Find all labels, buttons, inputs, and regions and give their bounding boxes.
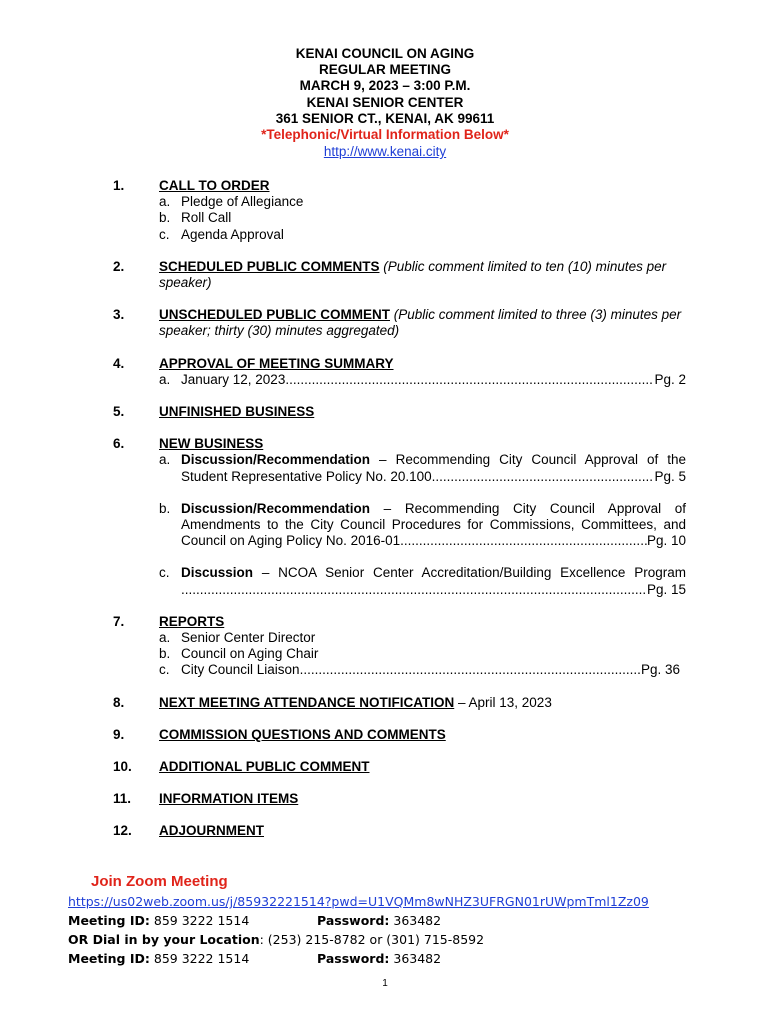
agenda-item-unscheduled-comment [0, 307, 770, 339]
item-note: (Public comment limited to ten (10) minutes per speaker) [159, 258, 667, 291]
item-number: 8. [113, 694, 125, 710]
item-number: 1. [113, 178, 125, 193]
sub-item: b. Discussion/Recommendation – Recommending City Council Approval of Amendments to the City Council Procedures for Commissions, Committees, and Council on Aging Policy No. 2016-01 ..... Pg. 10 [159, 501, 686, 550]
item-title: REPORTS [159, 613, 225, 629]
item-note: (Public comment limited to three (3) minutes per speaker; thirty (30) minutes aggregated) [159, 307, 682, 339]
agenda-item-approval-summary [0, 356, 770, 388]
agenda-item-call-to-order [0, 178, 770, 243]
agenda-item-scheduled-comments [0, 259, 770, 291]
next-meeting-date: – April 13, 2023 [454, 694, 552, 710]
item-title: NEW BUSINESS [159, 436, 264, 452]
virtual-note: *Telephonic/Virtual Information Below* [261, 127, 509, 143]
password-label: Password: [317, 913, 390, 928]
item-number: 2. [113, 258, 125, 274]
sub-item: a. Senior Center Director [159, 630, 316, 646]
item-number: 12. [113, 823, 132, 839]
zoom-link[interactable]: https://us02web.zoom.us/j/85932221514?pwd=U1VQMm8wNHZ3UFRGN01rUWpmTml1Zz09 [68, 894, 649, 909]
meeting-credentials-row [68, 911, 770, 930]
agenda-item-next-meeting [0, 695, 770, 711]
page-ref: Pg. 5 [654, 468, 686, 484]
org-name: KENAI COUNCIL ON AGING [295, 46, 475, 61]
item-title: CALL TO ORDER [159, 178, 270, 193]
password: 363482 [389, 951, 442, 966]
page-ref: Pg. 2 [654, 371, 686, 387]
item-title: ADJOURNMENT [159, 823, 265, 839]
item-number: 7. [113, 613, 125, 629]
meeting-id-label: Meeting ID: [68, 913, 150, 928]
dial-label: OR Dial in by your Location [68, 932, 260, 947]
meeting-venue: KENAI SENIOR CENTER [306, 94, 464, 110]
sub-item: a. Pledge of Allegiance [159, 194, 304, 210]
meeting-id: 859 3222 1514 [149, 913, 250, 928]
agenda-item-reports [0, 614, 770, 679]
zoom-title: Join Zoom Meeting [91, 873, 228, 890]
sub-item: b. Roll Call [159, 210, 232, 226]
item-title: ADDITIONAL PUBLIC COMMENT [159, 759, 370, 775]
agenda-item-new-business [0, 436, 770, 598]
sub-item: c. Agenda Approval [159, 226, 284, 242]
item-number: 4. [113, 355, 125, 371]
agenda-item-additional-comment [0, 759, 770, 775]
meeting-header [0, 46, 770, 161]
dial-numbers: : (253) 215-8782 or (301) 715-8592 [259, 932, 485, 947]
page-ref: Pg. 15 [646, 581, 686, 597]
item-title: COMMISSION QUESTIONS AND COMMENTS [159, 726, 446, 742]
sub-item: b. Council on Aging Chair [159, 646, 319, 662]
dial-in-row [68, 930, 770, 949]
item-title: SCHEDULED PUBLIC COMMENTS [159, 258, 380, 274]
meeting-address: 361 SENIOR CT., KENAI, AK 99611 [275, 110, 495, 126]
sub-item: c. Discussion – NCOA Senior Center Accreditation/Building Excellence Program ..... Pg. 15 [159, 565, 686, 597]
item-number: 6. [113, 436, 125, 452]
page-number: 1 [382, 978, 388, 989]
item-number: 10. [113, 759, 132, 775]
agenda-item-information-items [0, 791, 770, 807]
item-title: NEXT MEETING ATTENDANCE NOTIFICATION [159, 694, 455, 710]
meeting-datetime: MARCH 9, 2023 – 3:00 P.M. [299, 78, 471, 94]
zoom-info [0, 872, 770, 968]
item-number: 11. [113, 791, 132, 807]
item-number: 9. [113, 726, 125, 742]
password: 363482 [389, 913, 442, 928]
item-number: 5. [113, 404, 125, 420]
page-ref: Pg. 10 [646, 533, 686, 549]
meeting-credentials-row [68, 949, 770, 968]
item-title: APPROVAL OF MEETING SUMMARY [159, 355, 394, 371]
sub-item: c. City Council Liaison ..... Pg. 36 [159, 662, 680, 678]
meeting-id-label: Meeting ID: [68, 951, 150, 966]
item-title: UNSCHEDULED PUBLIC COMMENT [159, 307, 390, 323]
item-title: UNFINISHED BUSINESS [159, 404, 315, 420]
password-label: Password: [317, 951, 390, 966]
agenda-list [0, 178, 770, 856]
meeting-id: 859 3222 1514 [149, 951, 250, 966]
sub-item: a. Discussion/Recommendation – Recommending City Council Approval of the Student Representative Policy No. 20.100 ..... Pg. 5 [159, 452, 686, 484]
page-ref: Pg. 36 [640, 662, 680, 678]
item-number: 3. [113, 307, 125, 323]
item-title: INFORMATION ITEMS [159, 791, 299, 807]
agenda-item-commission-questions [0, 727, 770, 743]
website-link[interactable]: http://www.kenai.city [323, 144, 447, 160]
sub-item: a. January 12, 2023 ..... Pg. 2 [159, 372, 686, 388]
agenda-item-adjournment [0, 823, 770, 839]
meeting-type: REGULAR MEETING [318, 62, 451, 78]
agenda-item-unfinished-business [0, 404, 770, 420]
